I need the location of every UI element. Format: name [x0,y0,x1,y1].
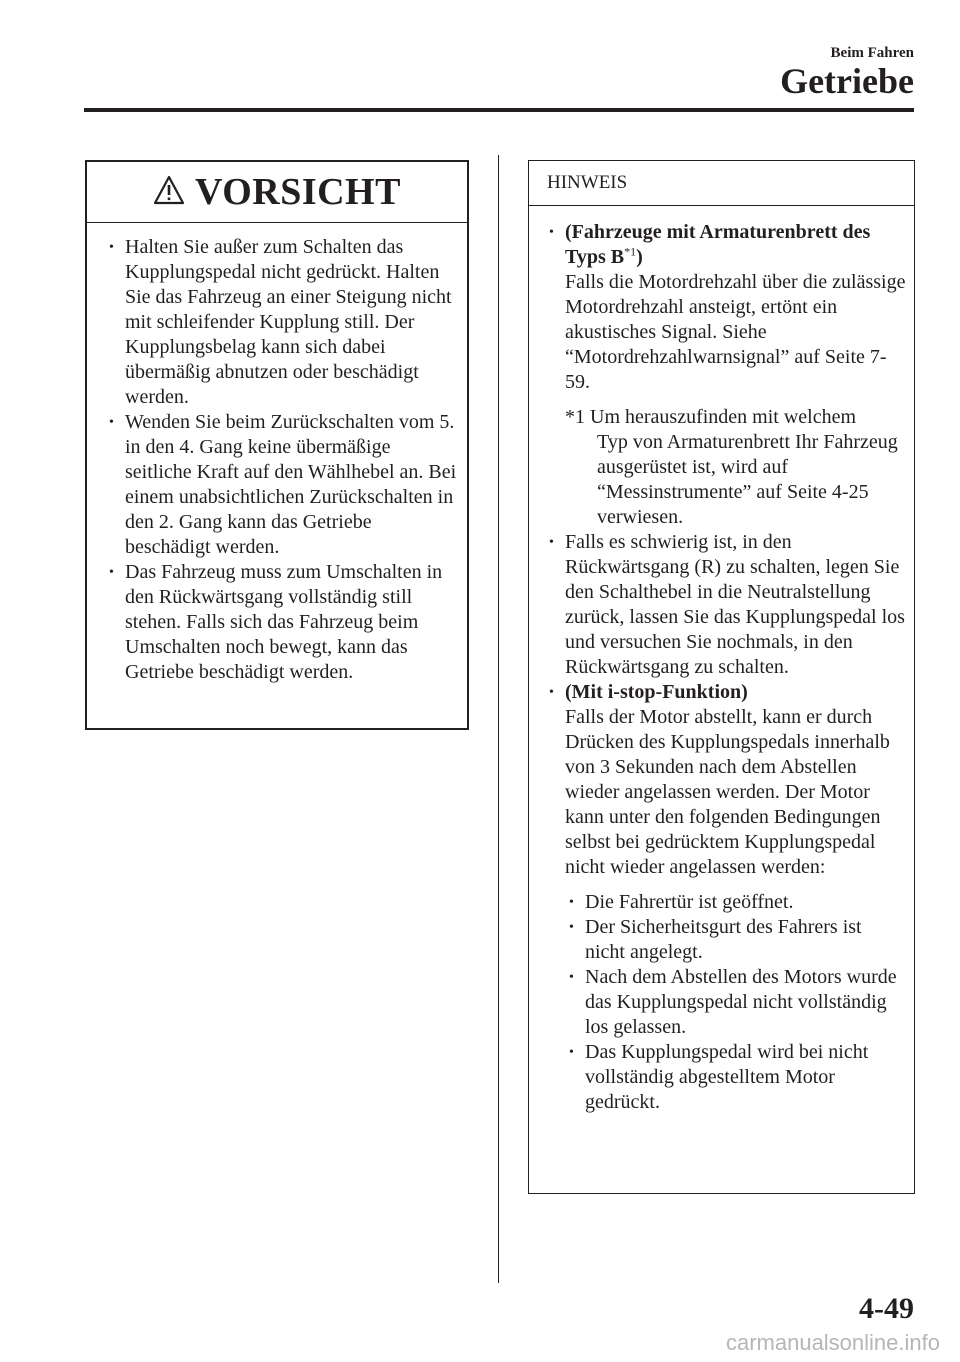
footnote [547,405,906,530]
sub-item-text: Das Kupplungspedal wird bei nicht vollständig abgestelltem Motor gedrückt. [585,1041,869,1113]
caution-box [85,160,469,730]
note-item-text: Falls es schwierig ist, in den Rückwärtsgang (R) zu schalten, legen Sie den Schalthebel in die Neutralstellung zurück, lassen Sie das Kupplungspedal los und versuchen Sie nochmals, in den Rückwärtsgang zu schalten. [565,531,905,678]
caution-item-text: Wenden Sie beim Zurückschalten vom 5. in den 4. Gang keine übermäßige seitliche Kraft auf den Wählhebel an. Bei einem unabsichtlichen Zurückschalten in den 2. Gang kann das Getriebe beschädigt werden. [125,411,457,558]
sub-list [565,890,906,1115]
note-item-heading [565,221,870,268]
section-label: Beim Fahren [830,45,914,61]
caution-item [103,560,457,685]
sub-item-text: Die Fahrertür ist geöffnet. [585,891,794,913]
note-item [547,680,906,1115]
bullet-icon: • [549,225,554,240]
page-title: Getriebe [780,61,914,101]
footnote-ref: *1 [624,244,637,259]
note-body [529,206,914,1115]
caution-item [103,410,457,560]
footnote-text: Typ von Armaturenbrett Ihr Fahrzeug ausgerüstet ist, wird auf “Messinstrumente” auf Seite 4-25 verwiesen. [597,431,898,528]
bullet-icon: • [549,685,554,700]
column-divider [498,155,499,1283]
note-title: HINWEIS [529,161,914,206]
page-number: 4-49 [859,1292,914,1325]
caution-body [87,223,467,685]
bullet-icon: • [549,535,554,550]
note-box [528,160,915,1194]
note-item [547,220,906,395]
sub-item-text: Nach dem Abstellen des Motors wurde das Kupplungspedal nicht vollständig los gelassen. [585,966,897,1038]
bullet-icon: • [109,565,114,580]
bullet-icon: • [569,1045,574,1060]
sub-list-item [565,1040,906,1115]
note-item [547,530,906,680]
heading-close: ) [636,246,643,268]
header-divider [84,108,914,112]
note-item-heading: (Mit i-stop-Funktion) [565,681,748,703]
sub-list-item [565,965,906,1040]
bullet-icon: • [109,240,114,255]
watermark: carmanualsonline.info [725,1330,940,1355]
sub-item-text: Der Sicherheitsgurt des Fahrers ist nicht angelegt. [585,916,862,963]
caution-item-text: Halten Sie außer zum Schalten das Kupplungspedal nicht gedrückt. Halten Sie das Fahrzeug an einer Steigung nicht mit schleifender Kupplung still. Der Kupplungsbelag kann sich dabei übermäßig abnutzen oder beschädigt werden. [125,236,452,408]
bullet-icon: • [109,415,114,430]
caution-item [103,235,457,410]
warning-triangle-icon [153,175,185,210]
sub-list-item [565,915,906,965]
bullet-icon: • [569,895,574,910]
dashboard-type-heading: (Fahrzeuge mit Armaturenbrett des Typs B [565,221,871,268]
bullet-icon: • [569,970,574,985]
footnote-first-line: *1 Um herauszufinden mit welchem [565,406,857,428]
note-item-text: Falls die Motordrehzahl über die zulässige Motordrehzahl ansteigt, ertönt ein akustisches Signal. Siehe “Motordrehzahlwarnsignal” auf Seite 7-59. [565,271,906,393]
caution-header [87,162,467,223]
caution-title: VORSICHT [195,171,401,213]
note-item-text: Falls der Motor abstellt, kann er durch Drücken des Kupplungspedals innerhalb von 3 Sekunden nach dem Abstellen wieder angelassen werden. Der Motor kann unter den folgenden Bedingungen selbst bei gedrücktem Kupplungspedal nicht wieder angelassen werden: [565,706,890,878]
caution-item-text: Das Fahrzeug muss zum Umschalten in den Rückwärtsgang vollständig still stehen. Falls sich das Fahrzeug beim Umschalten noch bewegt, kann das Getriebe beschädigt werden. [125,561,443,683]
bullet-icon: • [569,920,574,935]
sub-list-item [565,890,906,915]
